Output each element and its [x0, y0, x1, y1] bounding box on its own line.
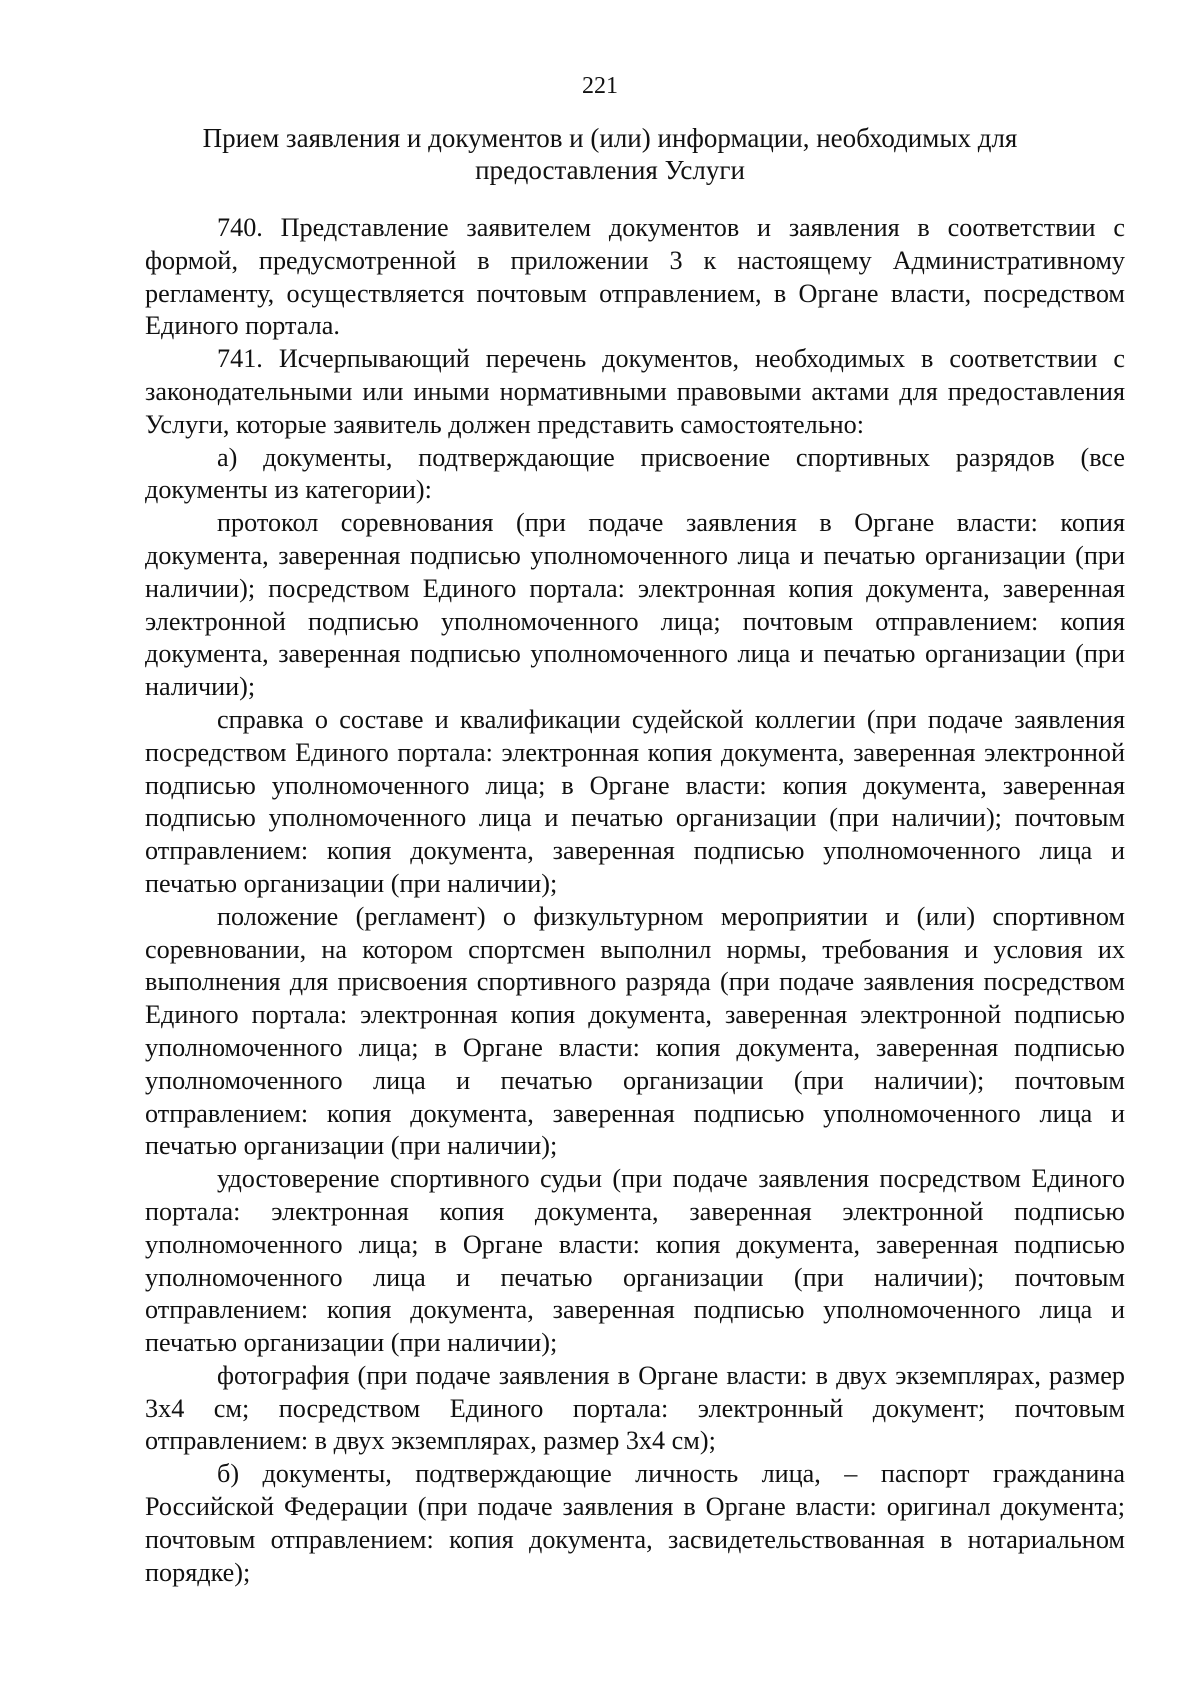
paragraph-740: 740. Представление заявителем документов и заявления в соответствии с формой, предусмотренной в приложении 3 к настоящему Административному регламенту, осуществляется почтовым отправлением, в Органе власти, посредством Единого портала. [145, 213, 1125, 341]
paragraph-741: 741. Исчерпывающий перечень документов, необходимых в соответствии с законодательными или иными нормативными правовыми актами для предоставления Услуги, которые заявитель должен представить самостоятельно: [145, 344, 1125, 439]
list-item-photo: фотография (при подаче заявления в Органе власти: в двух экземплярах, размер 3х4 см; посредством Единого портала: электронный документ; почтовым отправлением: в двух экземплярах, размер 3х4 см); [145, 1360, 1125, 1456]
list-item-b: б) документы, подтверждающие личность лица, – паспорт гражданина Российской Федерации (при подаче заявления в Органе власти: оригинал документа; почтовым отправлением: копия документа, засвидетельствованная в нотариальном порядке); [145, 1459, 1125, 1587]
page-number: 221 [582, 73, 618, 99]
section-title: Прием заявления и документов и (или) информации, необходимых для предоставления Услуги [202, 123, 1018, 185]
list-item-a: а) документы, подтверждающие присвоение спортивных разрядов (все документы из категории): [145, 442, 1125, 505]
list-item-protocol: протокол соревнования (при подаче заявления в Органе власти: копия документа, заверенная подписью уполномоченного лица и печатью организации (при наличии); посредством Единого портала: электронная копия документа, заверенная электронной подписью уполномоченного лица; почтовым отправлением: копия документа, заверенная подписью уполномоченного лица и печатью организации (при наличии); [145, 508, 1125, 702]
list-item-referee-id: удостоверение спортивного судьи (при подаче заявления посредством Единого портала: электронная копия документа, заверенная электронной подписью уполномоченного лица; в Органе власти: копия документа, заверенная подписью уполномоченного лица и печатью организации (при наличии); почтовым отправлением: копия документа, заверенная подписью уполномоченного лица и печатью организации (при наличии); [145, 1164, 1125, 1358]
list-item-judges-certificate: справка о составе и квалификации судейской коллегии (при подаче заявления посредством Единого портала: электронная копия документа, заверенная электронной подписью уполномоченного лица; в Органе власти: копия документа, заверенная подписью уполномоченного лица и печатью организации (при наличии); почтовым отправлением: копия документа, заверенная подписью уполномоченного лица и печатью организации (при наличии); [145, 704, 1125, 898]
document-body [145, 212, 1125, 1589]
list-item-regulation: положение (регламент) о физкультурном мероприятии и (или) спортивном соревновании, на котором спортсмен выполнил нормы, требования и условия их выполнения для присвоения спортивного разряда (при подаче заявления посредством Единого портала: электронная копия документа, заверенная электронной подписью уполномоченного лица; в Органе власти: копия документа, заверенная подписью уполномоченного лица и печатью организации (при наличии); почтовым отправлением: копия документа, заверенная подписью уполномоченного лица и печатью организации (при наличии); [145, 901, 1125, 1161]
